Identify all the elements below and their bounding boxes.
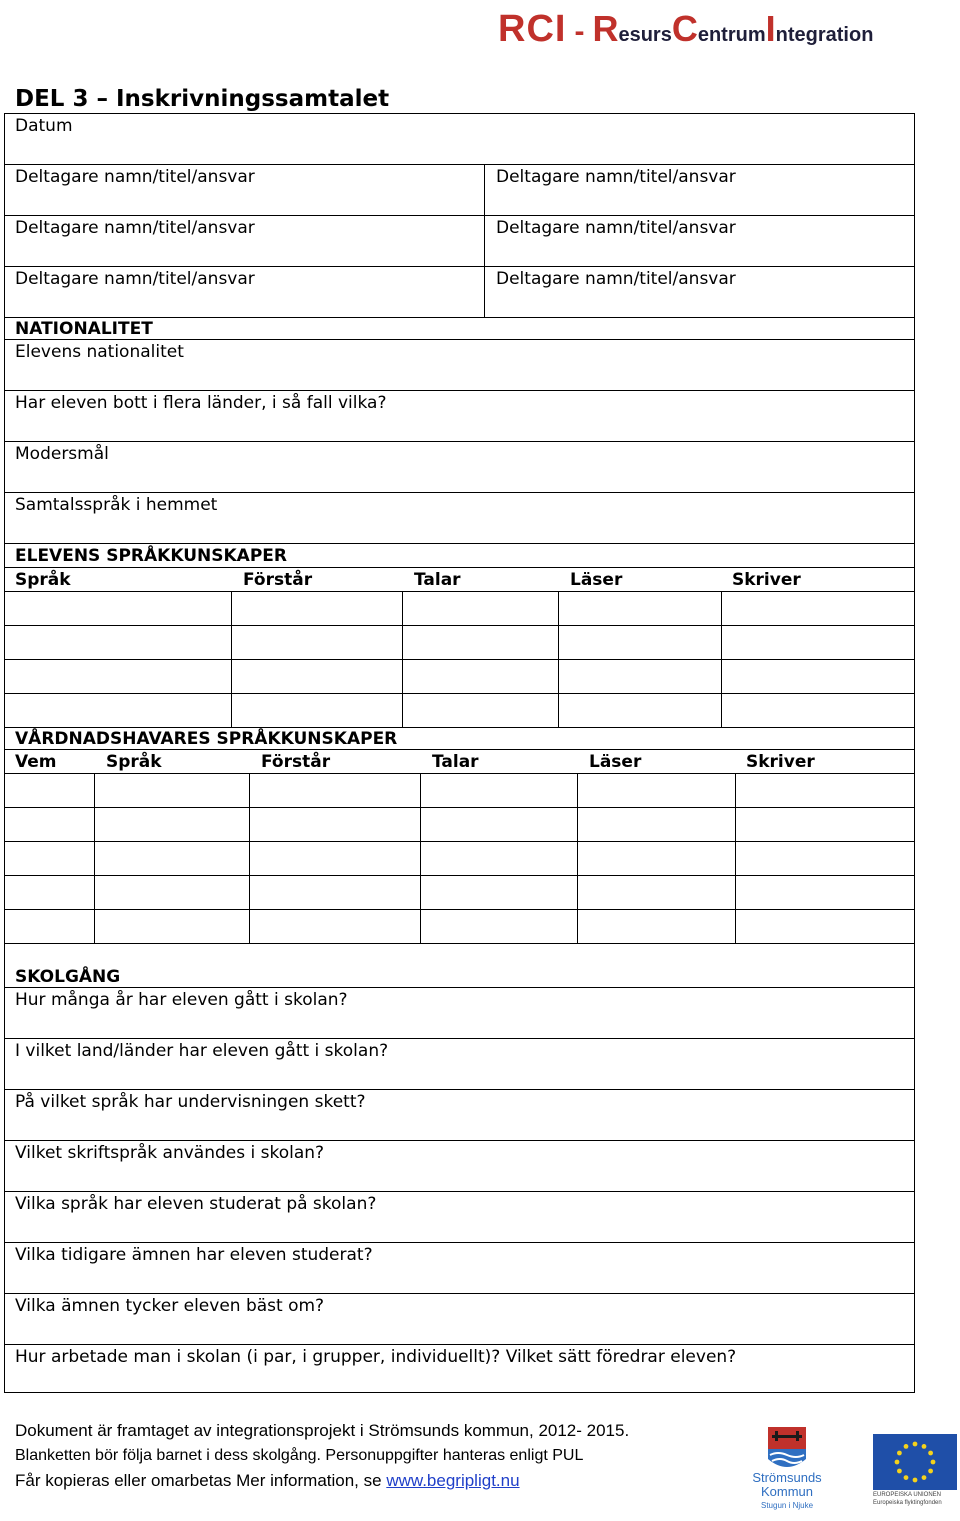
skolgang-row: Vilka språk har eleven studerat på skolan? xyxy=(15,1194,377,1214)
logo-c: C xyxy=(671,8,698,49)
nationalitet-row: Samtalsspråk i hemmet xyxy=(15,495,218,515)
rci-logo xyxy=(498,8,873,50)
column-header: Vem xyxy=(15,752,57,772)
logo-entrum: entrum xyxy=(697,24,766,46)
logo-dash: - xyxy=(574,15,585,48)
deltagare-label: Deltagare namn/titel/ansvar xyxy=(15,167,255,187)
eu-flag-logo xyxy=(873,1434,957,1510)
nationalitet-row: Har eleven bott i flera länder, i så fall vilka? xyxy=(15,393,387,413)
deltagare-label: Deltagare namn/titel/ansvar xyxy=(15,269,255,289)
skolgang-row: Vilka tidigare ämnen har eleven studerat? xyxy=(15,1245,373,1265)
footer-line-1: Dokument är framtaget av integrationsprojekt i Strömsunds kommun, 2012- 2015. xyxy=(15,1421,630,1440)
logo-ntegration: ntegration xyxy=(775,24,874,46)
kommun-sub: Kommun xyxy=(760,1484,814,1499)
stromsunds-kommun-logo xyxy=(748,1425,826,1517)
column-header: Läser xyxy=(589,752,642,772)
begripligt-link[interactable]: www.begripligt.nu xyxy=(386,1471,520,1490)
skolgang-row: På vilket språk har undervisningen skett? xyxy=(15,1092,366,1112)
column-header: Talar xyxy=(432,752,479,772)
skolgang-row: Hur många år har eleven gått i skolan? xyxy=(15,990,348,1010)
column-header: Skriver xyxy=(746,752,815,772)
skolgang-row: Vilka ämnen tycker eleven bäst om? xyxy=(15,1296,325,1316)
deltagare-label: Deltagare namn/titel/ansvar xyxy=(496,269,736,289)
skolgang-heading: SKOLGÅNG xyxy=(15,967,121,987)
column-header: Skriver xyxy=(732,570,801,590)
skolgang-row: Vilket skriftspråk användes i skolan? xyxy=(15,1143,325,1163)
column-header: Talar xyxy=(414,570,461,590)
page-title: DEL 3 – Inskrivningssamtalet xyxy=(15,86,390,112)
skolgang-row: Hur arbetade man i skolan (i par, i grupper, individuellt)? Vilket sätt föredrar eleven? xyxy=(15,1347,737,1367)
column-header: Språk xyxy=(15,570,71,590)
deltagare-label: Deltagare namn/titel/ansvar xyxy=(496,218,736,238)
kommun-name: Strömsunds xyxy=(752,1470,822,1485)
footer-line-3 xyxy=(15,1471,520,1491)
deltagare-label: Deltagare namn/titel/ansvar xyxy=(496,167,736,187)
vardnad-sprak-heading: VÅRDNADSHAVARES SPRÅKKUNSKAPER xyxy=(15,729,398,749)
datum-label: Datum xyxy=(15,116,73,136)
footer-line-3-text: Får kopieras eller omarbetas Mer information, se xyxy=(15,1471,387,1490)
eu-label: EUROPEISKA UNIONEN xyxy=(873,1492,942,1498)
nationalitet-row: Elevens nationalitet xyxy=(15,342,184,362)
skolgang-row: I vilket land/länder har eleven gått i skolan? xyxy=(15,1041,389,1061)
column-header: Läser xyxy=(570,570,623,590)
kommun-tag: Stugun i Njuke xyxy=(760,1501,814,1510)
logo-rci-text: RCI xyxy=(498,8,567,50)
elevens-sprak-heading: ELEVENS SPRÅKKUNSKAPER xyxy=(15,546,287,566)
column-header: Språk xyxy=(106,752,162,772)
nationalitet-row: Modersmål xyxy=(15,444,109,464)
eu-flag-icon xyxy=(873,1434,957,1490)
logo-esurs: esurs xyxy=(618,24,672,46)
footer-line-2: Blanketten bör följa barnet i dess skolgång. Personuppgifter hanteras enligt PUL xyxy=(15,1447,584,1464)
nationalitet-heading: NATIONALITET xyxy=(15,319,153,339)
eu-sub: Europeiska flyktingfonden xyxy=(873,1500,942,1506)
logo-i: I xyxy=(765,8,776,49)
column-header: Förstår xyxy=(243,570,313,590)
column-header: Förstår xyxy=(261,752,331,772)
deltagare-label: Deltagare namn/titel/ansvar xyxy=(15,218,255,238)
logo-r: R xyxy=(592,8,619,49)
